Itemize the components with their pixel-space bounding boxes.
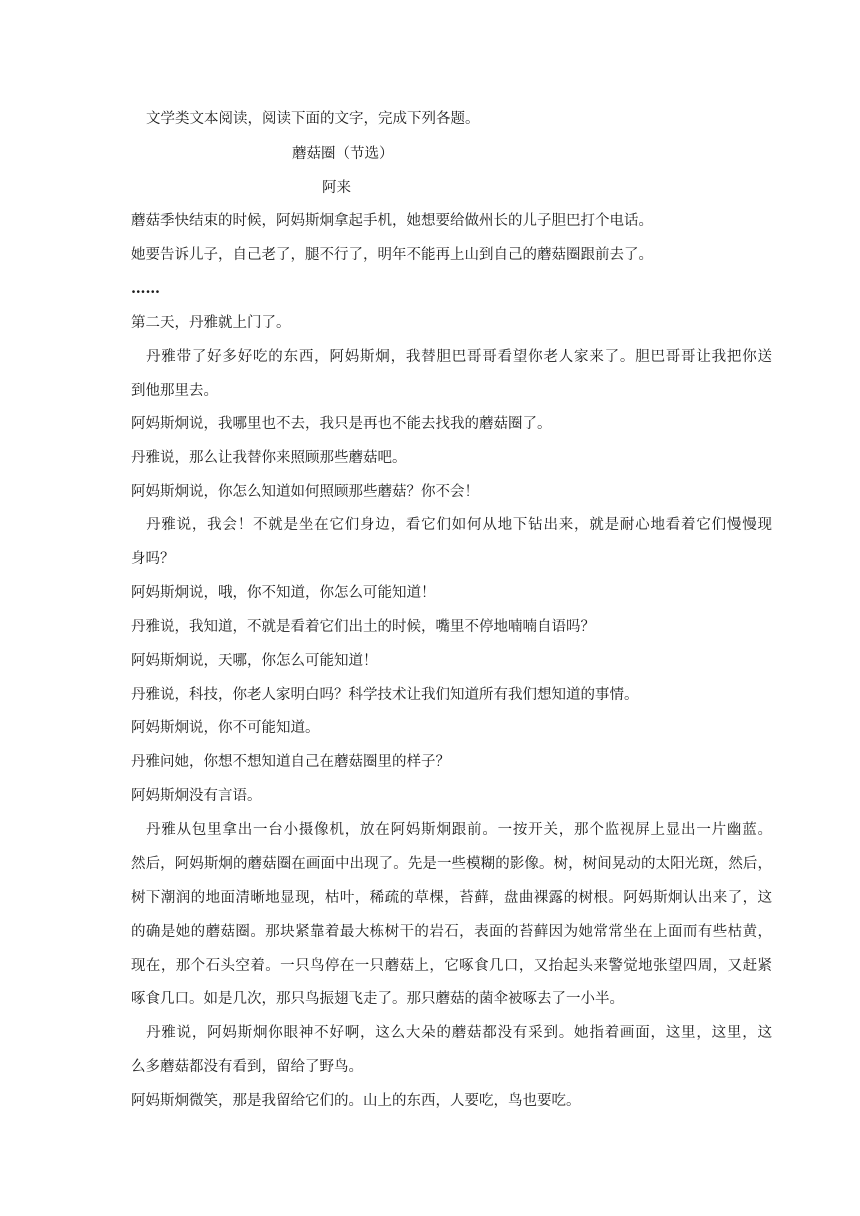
paragraph-line: 丹雅说，我知道，不就是看着它们出土的时候，嘴里不停地喃喃自语吗？ bbox=[131, 619, 595, 635]
ellipsis-line: …… bbox=[131, 280, 160, 297]
paragraph-line: 丹雅问她，你想不想知道自己在蘑菇圈里的样子？ bbox=[131, 754, 450, 770]
paragraph-line: 第二天，丹雅就上门了。 bbox=[131, 315, 291, 331]
paragraph-line: 丹雅说，阿妈斯炯你眼神不好啊，这么大朵的蘑菇都没有采到。她指着画面，这里，这里，这 bbox=[146, 1025, 772, 1041]
paragraph-line: 阿妈斯炯说，天哪，你怎么可能知道！ bbox=[131, 653, 378, 669]
instruction-text: 文学类文本阅读，阅读下面的文字，完成下列各题。 bbox=[146, 111, 480, 127]
paragraph-line: 蘑菇季快结束的时候，阿妈斯炯拿起手机，她想要给做州长的儿子胆巴打个电话。 bbox=[131, 213, 653, 229]
paragraph-line: 阿妈斯炯说，你不可能知道。 bbox=[131, 720, 320, 736]
paragraph-line: 么多蘑菇都没有看到，留给了野鸟。 bbox=[131, 1059, 363, 1075]
paragraph-line: 身吗？ bbox=[131, 551, 175, 567]
paragraph-line: 然后，阿妈斯炯的蘑菇圈在画面中出现了。先是一些模糊的影像。树，树间晃动的太阳光斑，然后， bbox=[131, 856, 772, 872]
paragraph-line: 丹雅带了好多好吃的东西，阿妈斯炯，我替胆巴哥哥看望你老人家来了。胆巴哥哥让我把你送 bbox=[146, 349, 772, 365]
paragraph-line: 的确是她的蘑菇圈。那块紧靠着最大栋树干的岩石，表面的苔藓因为她常常坐在上面而有些枯黄， bbox=[131, 924, 772, 940]
paragraph-line: 阿妈斯炯说，你怎么知道如何照顾那些蘑菇？你不会！ bbox=[131, 484, 479, 500]
article-title: 蘑菇圈（节选） bbox=[292, 146, 394, 162]
paragraph-line: 啄食几口。如是几次，那只鸟振翅飞走了。那只蘑菇的菌伞被啄去了一小半。 bbox=[131, 991, 624, 1007]
paragraph-line: 丹雅从包里拿出一台小摄像机，放在阿妈斯炯跟前。一按开关，那个监视屏上显出一片幽蓝。 bbox=[146, 822, 772, 838]
paragraph-line: 到他那里去。 bbox=[131, 383, 218, 399]
paragraph-line: 阿妈斯炯说，我哪里也不去，我只是再也不能去找我的蘑菇圈了。 bbox=[131, 416, 552, 432]
paragraph-line: 现在，那个石头空着。一只鸟停在一只蘑菇上，它啄食几口，又抬起头来警觉地张望四周，又赶紧 bbox=[131, 958, 772, 974]
paragraph-line: 阿妈斯炯没有言语。 bbox=[131, 788, 262, 804]
paragraph-line: 树下潮润的地面清晰地显现，枯叶，稀疏的草棵，苔藓，盘曲裸露的树根。阿妈斯炯认出来了，这 bbox=[131, 890, 772, 906]
paragraph-line: 阿妈斯炯说，哦，你不知道，你怎么可能知道！ bbox=[131, 585, 436, 601]
paragraph-line: 丹雅说，科技，你老人家明白吗？科学技术让我们知道所有我们想知道的事情。 bbox=[131, 687, 639, 703]
paragraph-line: 丹雅说，那么让我替你来照顾那些蘑菇吧。 bbox=[131, 450, 407, 466]
paragraph-line: 阿妈斯炯微笑，那是我留给它们的。山上的东西，人要吃，鸟也要吃。 bbox=[131, 1093, 581, 1109]
paragraph-line: 丹雅说，我会！不就是坐在它们身边，看它们如何从地下钻出来，就是耐心地看着它们慢慢现 bbox=[146, 517, 772, 533]
article-author: 阿来 bbox=[322, 180, 351, 196]
paragraph-line: 她要告诉儿子，自己老了，腿不行了，明年不能再上山到自己的蘑菇圈跟前去了。 bbox=[131, 247, 653, 263]
